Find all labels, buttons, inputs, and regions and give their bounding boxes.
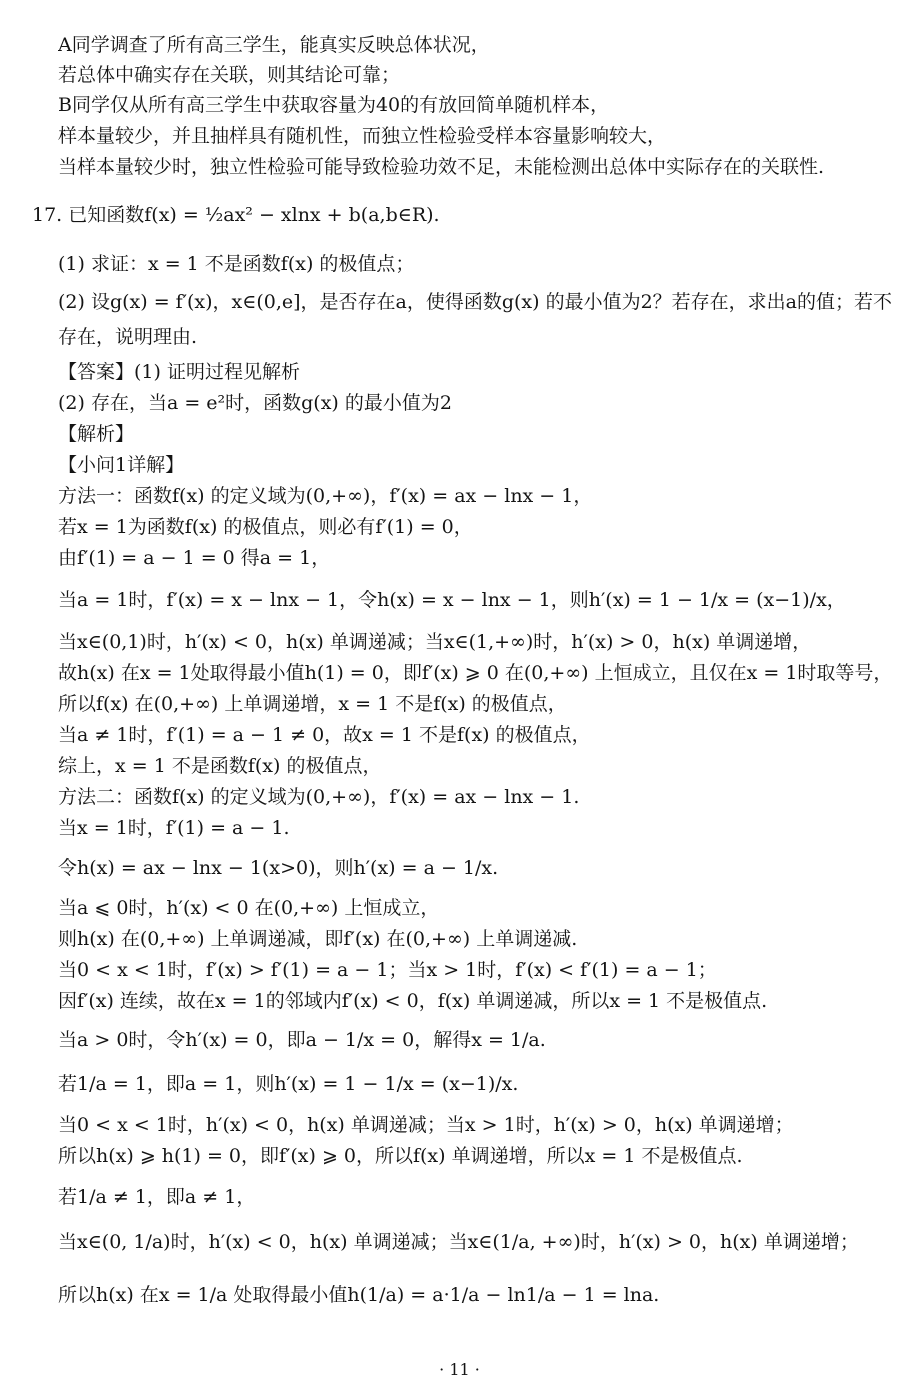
text-line: 当样本量较少时，独立性检验可能导致检验功效不足，未能检测出总体中实际存在的关联性.: [58, 156, 825, 178]
text-line: A同学调查了所有高三学生，能真实反映总体状况，: [58, 34, 490, 56]
text-line: 方法一：函数f(x) 的定义域为(0,+∞)，f′(x) = ax − lnx − 1，: [58, 485, 593, 507]
text-line: 令h(x) = ax − lnx − 1(x>0)，则h′(x) = a − 1/x.: [58, 857, 499, 879]
text-line: 所以h(x) 在x = 1/a 处取得最小值h(1/a) = a·1/a − ln1/a − 1 = lna.: [58, 1284, 660, 1306]
text-line: 因f′(x) 连续，故在x = 1的邻域内f′(x) < 0，f(x) 单调递减，所以x = 1 不是极值点.: [58, 990, 768, 1012]
text-line: 若总体中确实存在关联，则其结论可靠；: [58, 64, 401, 86]
text-line: 若1/a = 1，即a = 1，则h′(x) = 1 − 1/x = (x−1)/x.: [58, 1073, 519, 1095]
text-line: 当0 < x < 1时，f′(x) > f′(1) = a − 1；当x > 1时，f′(x) < f′(1) = a − 1；: [58, 959, 717, 981]
text-line: 故h(x) 在x = 1处取得最小值h(1) = 0，即f′(x) ⩾ 0 在(0,+∞) 上恒成立，且仅在x = 1时取等号，: [58, 662, 893, 684]
text-line: 当a = 1时，f′(x) = x − lnx − 1，令h(x) = x − lnx − 1，则h′(x) = 1 − 1/x = (x−1)/x，: [58, 589, 846, 611]
answer-heading: 【答案】(1) 证明过程见解析: [58, 361, 300, 383]
text-line: 当a ⩽ 0时，h′(x) < 0 在(0,+∞) 上恒成立，: [58, 897, 440, 919]
question-stem: 17. 已知函数f(x) = ½ax² − xlnx + b(a,b∈R).: [32, 204, 440, 226]
text-line: 当x = 1时，f′(1) = a − 1.: [58, 817, 290, 839]
text-line: 当0 < x < 1时，h′(x) < 0，h(x) 单调递减；当x > 1时，h′(x) > 0，h(x) 单调递增；: [58, 1114, 794, 1136]
text-line: 当a > 0时，令h′(x) = 0，即a − 1/x = 0，解得x = 1/a.: [58, 1029, 546, 1051]
text-line: 存在，说明理由.: [58, 326, 198, 348]
text-line: 当x∈(0,1)时，h′(x) < 0，h(x) 单调递减；当x∈(1,+∞)时，h′(x) > 0，h(x) 单调递增，: [58, 631, 812, 653]
text-line: (1) 求证：x = 1 不是函数f(x) 的极值点；: [58, 253, 415, 275]
text-line: B同学仅从所有高三学生中获取容量为40的有放回简单随机样本，: [58, 94, 610, 116]
text-line: (2) 设g(x) = f′(x)，x∈(0,e]，是否存在a，使得函数g(x) 的最小值为2？若存在，求出a的值；若不: [58, 291, 893, 313]
analysis-heading: 【解析】: [58, 423, 135, 445]
text-line: 当x∈(0, 1/a)时，h′(x) < 0，h(x) 单调递减；当x∈(1/a, +∞)时，h′(x) > 0，h(x) 单调递增；: [58, 1231, 859, 1253]
subquestion-heading: 【小问1详解】: [58, 454, 185, 476]
text-line: 则h(x) 在(0,+∞) 上单调递减，即f′(x) 在(0,+∞) 上单调递减.: [58, 928, 578, 950]
text-line: 当a ≠ 1时，f′(1) = a − 1 ≠ 0，故x = 1 不是f(x) 的极值点，: [58, 724, 591, 746]
text-line: 若1/a ≠ 1，即a ≠ 1，: [58, 1186, 256, 1208]
text-line: 样本量较少，并且抽样具有随机性，而独立性检验受样本容量影响较大，: [58, 125, 667, 147]
text-line: 所以f(x) 在(0,+∞) 上单调递增，x = 1 不是f(x) 的极值点，: [58, 693, 567, 715]
text-line: 综上，x = 1 不是函数f(x) 的极值点，: [58, 755, 382, 777]
text-line: 由f′(1) = a − 1 = 0 得a = 1，: [58, 547, 331, 569]
text-line: 方法二：函数f(x) 的定义域为(0,+∞)，f′(x) = ax − lnx − 1.: [58, 786, 580, 808]
page-number: · 11 ·: [439, 1360, 480, 1379]
text-line: 所以h(x) ⩾ h(1) = 0，即f′(x) ⩾ 0，所以f(x) 单调递增，所以x = 1 不是极值点.: [58, 1145, 743, 1167]
text-line: 若x = 1为函数f(x) 的极值点，则必有f′(1) = 0，: [58, 516, 473, 538]
text-line: (2) 存在，当a = e²时，函数g(x) 的最小值为2: [58, 392, 452, 414]
